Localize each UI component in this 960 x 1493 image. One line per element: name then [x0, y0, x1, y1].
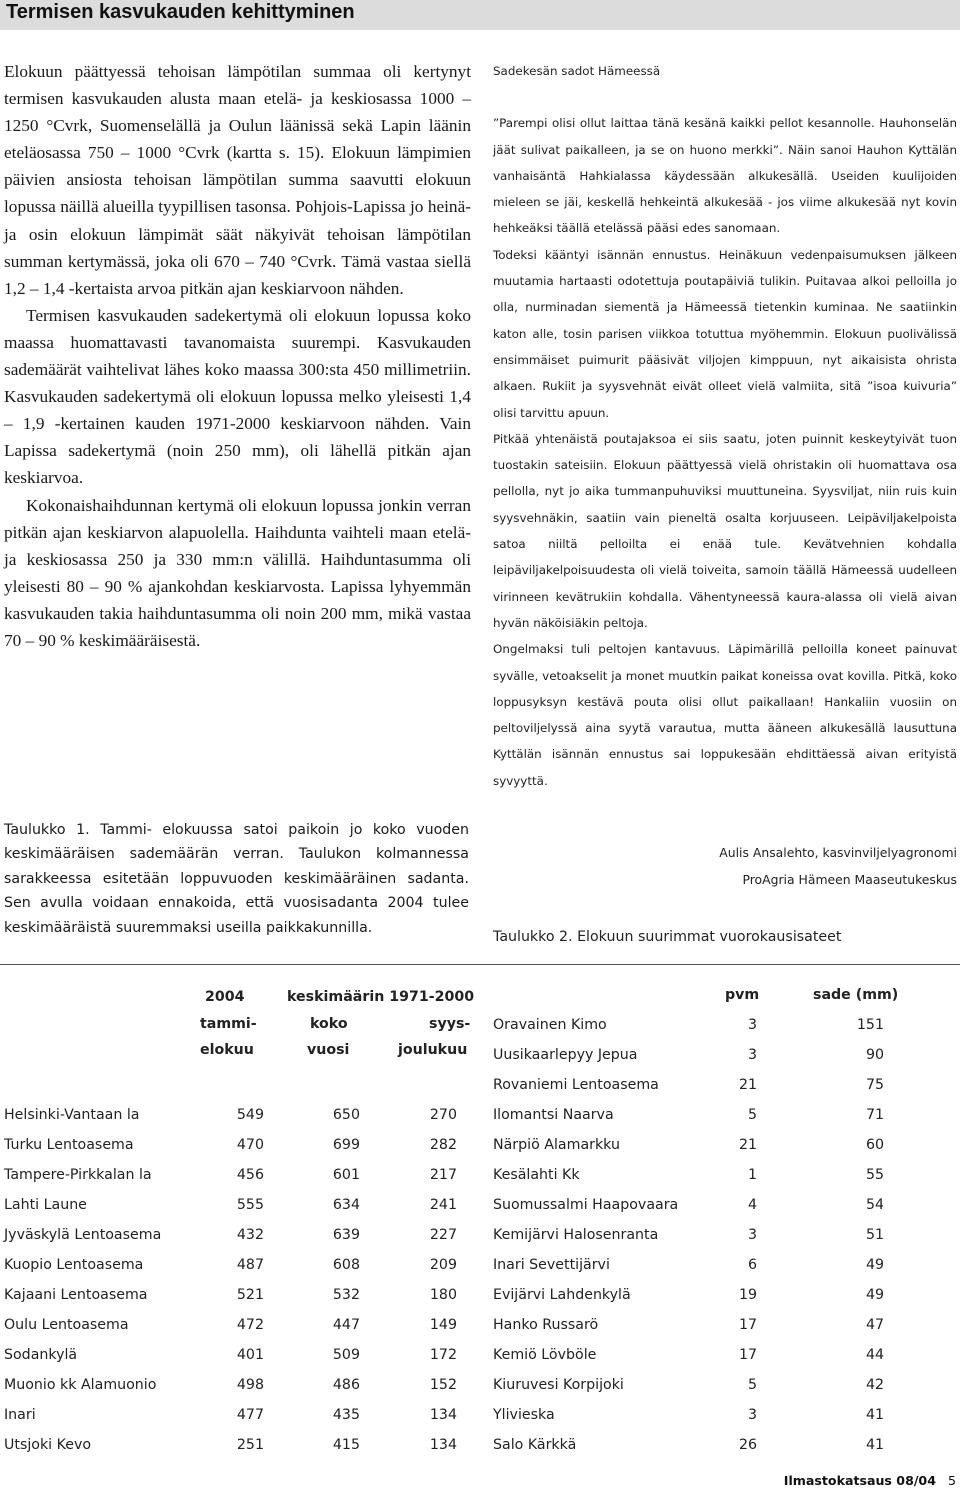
value-cell: 42 [865, 1377, 884, 1393]
station-name-cell: Helsinki-Vantaan la [4, 1107, 140, 1123]
table1-header-col3-line1: syys- [429, 1016, 471, 1032]
station-name-cell: Kajaani Lentoasema [4, 1287, 148, 1303]
table-row [493, 1280, 884, 1310]
value-cell: 209 [429, 1257, 457, 1273]
table2-header-sade: sade (mm) [813, 987, 899, 1003]
station-name-cell: Kiuruvesi Korpijoki [493, 1377, 624, 1393]
divider [0, 964, 960, 965]
value-cell: 509 [332, 1347, 360, 1363]
value-cell: 17 [738, 1317, 757, 1333]
table-row [0, 1130, 457, 1160]
table1-header-col3-line2: joulukuu [398, 1042, 468, 1058]
value-cell: 21 [738, 1077, 757, 1093]
table-row [493, 1070, 884, 1100]
signature-org: ProAgria Hämeen Maaseutukeskus [742, 872, 957, 887]
table2-header-pvm: pvm [725, 987, 760, 1003]
value-cell: 6 [747, 1257, 757, 1273]
value-cell: 456 [236, 1167, 264, 1183]
value-cell: 134 [429, 1437, 457, 1453]
value-cell: 521 [236, 1287, 264, 1303]
table-row [493, 1130, 884, 1160]
right-paragraph: ”Parempi olisi ollut laittaa tänä kesänä kaikki pellot kesannolle. Hauhonselän jäät sulivat paikalleen, ja se on huono merkki”. Näin sanoi Hauhon Kyttälän vanhaisäntä Hahkialassa käydessään alkukesällä. Useiden kuulijoiden mieleen se jäi, keskellä hehkeintä alkukesää - jos viime alkukesää nyt kovin hehkeäksi täällä etelässä pääsi edes sanomaan. [493, 116, 957, 236]
station-name-cell: Muonio kk Alamuonio [4, 1377, 157, 1393]
table-row [493, 1190, 884, 1220]
value-cell: 51 [865, 1227, 884, 1243]
value-cell: 49 [865, 1257, 884, 1273]
table-row [0, 1220, 457, 1250]
value-cell: 241 [429, 1197, 457, 1213]
left-paragraph: Kokonaishaihdunnan kertymä oli elokuun lopussa jonkin verran pitkän ajan keskiarvon alapuolella. Haihdunta vaihteli maan etelä- ja keskiosassa 250 ja 330 mm:n välillä. Haihduntasumma oli yleisesti 80 – 90 % ajankohdan keskiarvosta. Lapissa lyhyemmän kasvukauden takia haihduntasumma oli noin 200 mm, mikä vastaa 70 – 90 % keskimääräisestä. [4, 495, 471, 650]
right-article-heading: Sadekesän sadot Hämeessä [493, 64, 661, 78]
value-cell: 217 [429, 1167, 457, 1183]
table1-caption: Taulukko 1. Tammi- elokuussa satoi paikoin jo koko vuoden keskimääräisen sademäärän verran. Taulukon kolmannessa sarakkeessa esitetään loppuvuoden keskimääräinen sadanta. Sen avulla voidaan ennakoida, että vuosisadanta 2004 tulee keskimääräistä suuremmaksi useilla paikkakunnilla. [4, 822, 469, 936]
value-cell: 435 [332, 1407, 360, 1423]
title-bar [0, 0, 960, 30]
value-cell: 3 [747, 1017, 757, 1033]
station-name-cell: Närpiö Alamarkku [493, 1137, 620, 1153]
table-row [493, 1100, 884, 1130]
station-name-cell: Evijärvi Lahdenkylä [493, 1287, 631, 1303]
table-row [493, 1160, 884, 1190]
table-row [0, 1310, 457, 1340]
value-cell: 650 [332, 1107, 360, 1123]
table1-header-average: keskimäärin 1971-2000 [287, 989, 475, 1005]
table-row [493, 1220, 884, 1250]
table-row [0, 1250, 457, 1280]
table1-header-col1-line1: tammi- [200, 1016, 257, 1032]
table-row [493, 1010, 884, 1040]
value-cell: 75 [865, 1077, 884, 1093]
station-name-cell: Kemijärvi Halosenranta [493, 1227, 659, 1243]
page-title: Termisen kasvukauden kehittyminen [6, 1, 355, 23]
value-cell: 447 [332, 1317, 360, 1333]
value-cell: 601 [332, 1167, 360, 1183]
value-cell: 415 [332, 1437, 360, 1453]
publication-name: Ilmastokatsaus 08/04 [783, 1473, 936, 1488]
value-cell: 55 [865, 1167, 884, 1183]
table-row [0, 1190, 457, 1220]
value-cell: 41 [865, 1437, 884, 1453]
table-row [493, 1430, 884, 1460]
station-name-cell: Inari [4, 1407, 36, 1423]
value-cell: 639 [332, 1227, 360, 1243]
table2-max-daily-rain [493, 1010, 884, 1460]
station-name-cell: Kesälahti Kk [493, 1167, 580, 1183]
right-paragraph: Pitkää yhtenäistä poutajaksoa ei siis saatu, joten puinnit keskeytyivät tuon tuostakin sateisiin. Elokuun päättyessä vielä ohristakin oli huomattava osa pellolla, nyt jo aika tummanpuhuviksi muuttuneina. Syysviljat, niin ruis kuin syysvehnäkin, saatiin vain pieneltä osalta korjuuseen. Leipäviljakelpoista satoa niiltä pelloilta ei enää tule. Kevätvehnien kohdalla leipäviljakelpoisuudesta oli vielä toiveita, samoin täällä Hämeessä uudelleen virinneen kevätrukiin kohdalla. Vähentyneessä kaura-alassa oli vielä aivan hyvän näköisiäkin peltoja. [493, 431, 957, 630]
station-name-cell: Kemiö Lövböle [493, 1347, 597, 1363]
value-cell: 21 [738, 1137, 757, 1153]
value-cell: 47 [865, 1317, 884, 1333]
station-name-cell: Tampere-Pirkkalan la [4, 1167, 152, 1183]
table-row [493, 1040, 884, 1070]
table-row [0, 1100, 457, 1130]
left-article [4, 58, 471, 654]
value-cell: 49 [865, 1287, 884, 1303]
page-number: 5 [947, 1473, 956, 1488]
value-cell: 486 [332, 1377, 360, 1393]
right-paragraph: Todeksi kääntyi isännän ennustus. Heinäkuun vedenpaisumuksen jälkeen muutamia hartaasti odotettuja poutapäiviä tulikin. Puitavaa alkoi pelloilla jo olla, nurminadan siementä ja Hämeessä tietenkin kuminaa. Ne saatiinkin katon alle, tosin parisen viikkoa totuttua myöhemmin. Elokuun puolivälissä ensimmäiset puimurit pääsivät viljojen kimppuun, nyt aikaisista ohrista alkaen. Rukiit ja syysvehnät eivät olleet vielä valmiita, sitä ”isoa kuivuria” olisi tarvittu apuun. [493, 247, 957, 420]
value-cell: 26 [738, 1437, 757, 1453]
value-cell: 180 [429, 1287, 457, 1303]
value-cell: 152 [429, 1377, 457, 1393]
value-cell: 71 [865, 1107, 884, 1123]
value-cell: 54 [865, 1197, 884, 1213]
table-row [493, 1370, 884, 1400]
right-paragraph: Ongelmaksi tuli peltojen kantavuus. Läpimärillä pelloilla koneet painuvat syvälle, vetoakselit ja monet muutkin paikat koneissa ovat kovilla. Pitkä, koko loppusyksyn kestävä pouta olisi ollut paikallaan! Hankaliin vuosiin on peltoviljelyssä aina syytä varautua, mutta ääneen alkukesällä lausuttuna Kyttälän isännän ennustus sai loppukesään ehdittäessä aivan erityistä syvyyttä. [493, 642, 957, 788]
value-cell: 5 [747, 1107, 757, 1123]
value-cell: 44 [865, 1347, 884, 1363]
table-row [493, 1310, 884, 1340]
station-name-cell: Ilomantsi Naarva [493, 1107, 614, 1123]
station-name-cell: Kuopio Lentoasema [4, 1257, 144, 1273]
table-row [0, 1280, 457, 1310]
value-cell: 41 [865, 1407, 884, 1423]
table2-caption: Taulukko 2. Elokuun suurimmat vuorokausisateet [493, 929, 842, 945]
table-row [0, 1370, 457, 1400]
value-cell: 149 [429, 1317, 457, 1333]
table-row [493, 1400, 884, 1430]
station-name-cell: Uusikaarlepyy Jepua [493, 1047, 638, 1063]
value-cell: 634 [332, 1197, 360, 1213]
value-cell: 432 [236, 1227, 264, 1243]
value-cell: 3 [747, 1407, 757, 1423]
station-name-cell: Jyväskylä Lentoasema [4, 1227, 162, 1243]
value-cell: 487 [236, 1257, 264, 1273]
station-name-cell: Hanko Russarö [493, 1317, 599, 1333]
value-cell: 227 [429, 1227, 457, 1243]
value-cell: 251 [236, 1437, 264, 1453]
station-name-cell: Sodankylä [4, 1347, 78, 1363]
station-name-cell: Inari Sevettijärvi [493, 1257, 610, 1273]
value-cell: 270 [429, 1107, 457, 1123]
value-cell: 172 [429, 1347, 457, 1363]
page-footer [784, 1473, 956, 1488]
station-name-cell: Utsjoki Kevo [4, 1437, 92, 1453]
value-cell: 699 [332, 1137, 360, 1153]
left-paragraph: Termisen kasvukauden sadekertymä oli elokuun lopussa koko maassa huomattavasti tavanomaista suurempi. Kasvukauden sademäärät vaihtelivat lähes koko maassa 300:sta 450 millimetriin. Kasvukauden sadekertymä oli elokuun lopussa melko yleisesti 1,4 – 1,9 -kertainen kauden 1971-2000 keskiarvoon nähden. Vain Lapissa sadekertymä (noin 250 mm), oli lähellä pitkän ajan keskiarvoa. [4, 305, 471, 488]
station-name-cell: Salo Kärkkä [493, 1437, 577, 1453]
value-cell: 470 [236, 1137, 264, 1153]
table1-header-2004: 2004 [205, 989, 245, 1005]
value-cell: 60 [865, 1137, 884, 1153]
value-cell: 3 [747, 1227, 757, 1243]
value-cell: 1 [747, 1167, 757, 1183]
value-cell: 477 [236, 1407, 264, 1423]
left-paragraph: Elokuun päättyessä tehoisan lämpötilan summaa oli kertynyt termisen kasvukauden alusta maan etelä- ja keskiosassa 1000 – 1250 °Cvrk, Suomenselällä ja Oulun läänissä sekä Lapin läänin eteläosassa 750 – 1000 °Cvrk (kartta s. 15). Elokuun lämpimien päivien ansiosta tehoisan lämpötilan summa saavutti elokuun lopussa näillä alueilla tyypillisen tasonsa. Pohjois-Lapissa jo heinä- ja osin elokuun lämpimät säät näkyivät tehoisan lämpötilan summan kertymässä, joka oli 670 – 740 °Cvrk. Tämä vastaa siellä 1,2 – 1,4 -kertaista arvoa pitkän ajan keskiarvoon nähden. [4, 62, 471, 298]
table1-header-col2-line2: vuosi [307, 1042, 350, 1058]
table-row [0, 1430, 457, 1460]
value-cell: 608 [332, 1257, 360, 1273]
table-row [0, 1400, 457, 1430]
table-row [493, 1250, 884, 1280]
table-row [0, 1160, 457, 1190]
value-cell: 3 [747, 1047, 757, 1063]
station-name-cell: Rovaniemi Lentoasema [493, 1077, 659, 1093]
table1-header-col2-line1: koko [310, 1016, 348, 1032]
value-cell: 90 [865, 1047, 884, 1063]
table1-precipitation [0, 1100, 457, 1460]
value-cell: 532 [332, 1287, 360, 1303]
table-row [493, 1340, 884, 1370]
station-name-cell: Turku Lentoasema [4, 1137, 134, 1153]
value-cell: 472 [236, 1317, 264, 1333]
value-cell: 4 [747, 1197, 757, 1213]
value-cell: 134 [429, 1407, 457, 1423]
value-cell: 498 [236, 1377, 264, 1393]
station-name-cell: Suomussalmi Haapovaara [493, 1197, 679, 1213]
station-name-cell: Lahti Laune [4, 1197, 87, 1213]
right-article [493, 58, 957, 794]
table-row [0, 1340, 457, 1370]
value-cell: 549 [236, 1107, 264, 1123]
value-cell: 151 [856, 1017, 884, 1033]
table1-header-col1-line2: elokuu [200, 1042, 254, 1058]
value-cell: 282 [429, 1137, 457, 1153]
value-cell: 555 [236, 1197, 264, 1213]
value-cell: 401 [236, 1347, 264, 1363]
value-cell: 17 [738, 1347, 757, 1363]
value-cell: 5 [747, 1377, 757, 1393]
station-name-cell: Oravainen Kimo [493, 1017, 607, 1033]
value-cell: 19 [738, 1287, 757, 1303]
station-name-cell: Ylivieska [493, 1407, 555, 1423]
station-name-cell: Oulu Lentoasema [4, 1317, 129, 1333]
signature-name: Aulis Ansalehto, kasvinviljelyagronomi [719, 845, 957, 860]
